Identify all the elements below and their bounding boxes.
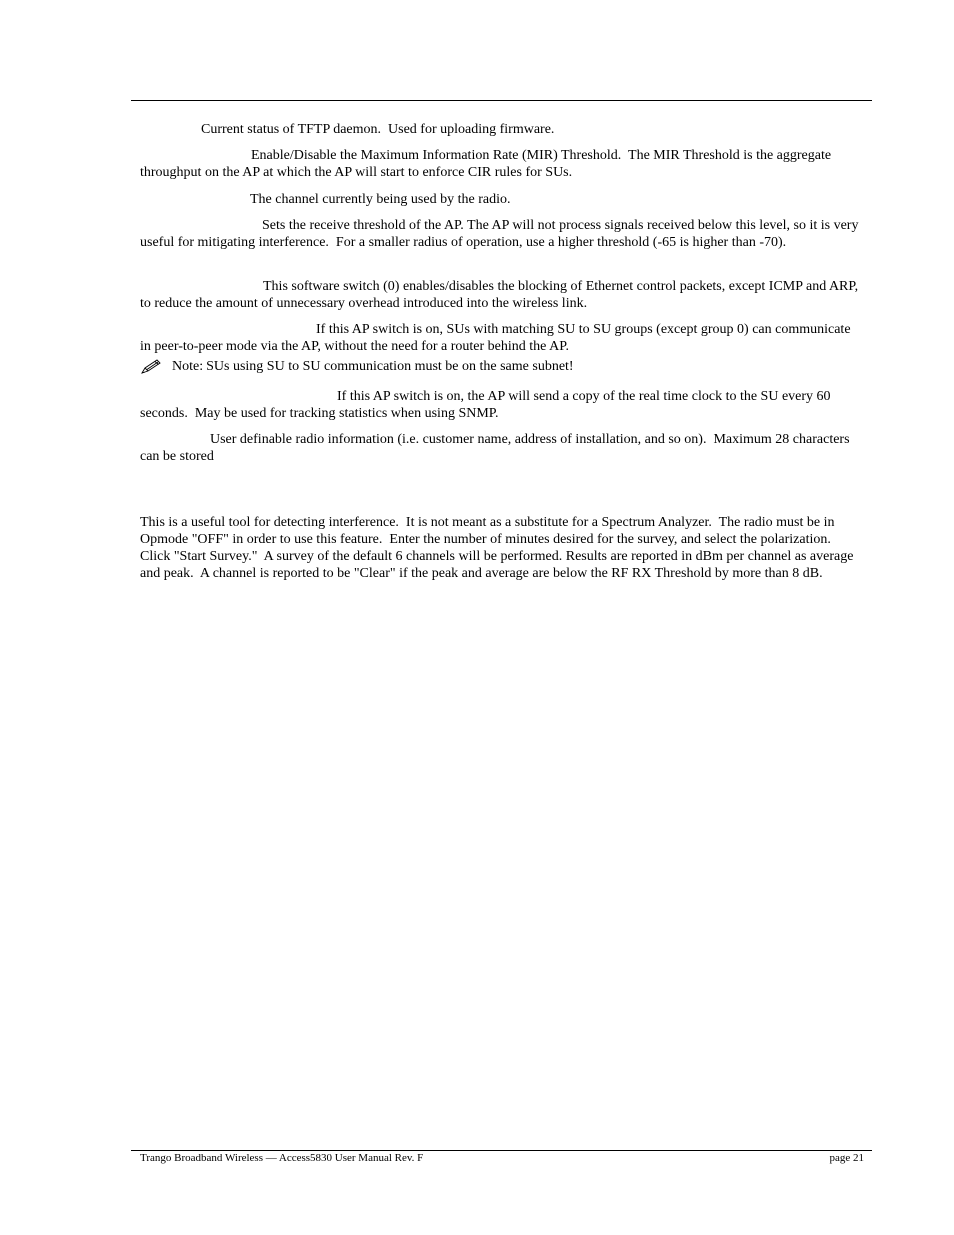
entry-radio-info bbox=[140, 431, 864, 465]
entry-text: Enable/Disable the Maximum Information Rate (MIR) Threshold. The MIR Threshold is the aggregate throughput on the AP at which the AP will start to enforce CIR rules for SUs. bbox=[140, 148, 835, 180]
entry-su-to-su bbox=[140, 321, 864, 355]
entry-text: The channel currently being used by the radio. bbox=[250, 192, 511, 207]
entry-rtc-broadcast bbox=[140, 388, 864, 422]
entry-text: If this AP switch is on, SUs with matching SU to SU groups (except group 0) can communicate in peer-to-peer mode via the AP, without the need for a router behind the AP. bbox=[140, 322, 855, 354]
entry-mir-threshold bbox=[140, 147, 864, 181]
page-footer bbox=[140, 1151, 864, 1165]
entry-tftp-daemon bbox=[140, 121, 864, 138]
entry-text: If this AP switch is on, the AP will send a copy of the real time clock to the SU every 60 seconds. May be used for tracking statistics when using SNMP. bbox=[140, 389, 835, 421]
entry-text: Sets the receive threshold of the AP. The AP will not process signals received below this level, so it is very useful for mitigating interference. For a smaller radius of operation, use a higher threshold (-65 is higher than -70). bbox=[140, 218, 862, 250]
entry-rx-threshold bbox=[140, 217, 864, 251]
entry-text: Current status of TFTP daemon. Used for uploading firmware. bbox=[201, 122, 555, 137]
site-survey-paragraph bbox=[140, 514, 864, 582]
entry-text: User definable radio information (i.e. customer name, address of installation, and so on). Maximum 28 characters can be stored bbox=[140, 432, 854, 464]
entry-ethernet-blocking bbox=[140, 278, 864, 312]
note-label: Note: bbox=[172, 359, 204, 374]
entry-text: This software switch (0) enables/disables the blocking of Ethernet control packets, except ICMP and ARP, to reduce the amount of unnecessary overhead introduced into the wireless link. bbox=[140, 279, 862, 311]
note-text: SUs using SU to SU communication must be on the same subnet! bbox=[206, 359, 574, 374]
entry-current-channel bbox=[140, 191, 864, 208]
paragraph-text: This is a useful tool for detecting interference. It is not meant as a substitute for a Spectrum Analyzer. The radio must be in Opmode "OFF" in order to use this feature. Enter the number of minutes desired for the survey, and select the polarization. Click "Start Survey." A survey of the default 6 channels will be performed. Results are reported in dBm per channel as average and peak. A channel is reported to be "Clear" if the peak and average are below the RF RX Threshold by more than 8 dB. bbox=[140, 515, 857, 581]
pencil-icon bbox=[140, 359, 162, 375]
footer-title: Trango Broadband Wireless — Access5830 User Manual Rev. F bbox=[140, 1152, 424, 1164]
page-number: page 21 bbox=[829, 1152, 864, 1164]
note-row bbox=[140, 358, 574, 375]
header-rule bbox=[131, 100, 872, 101]
